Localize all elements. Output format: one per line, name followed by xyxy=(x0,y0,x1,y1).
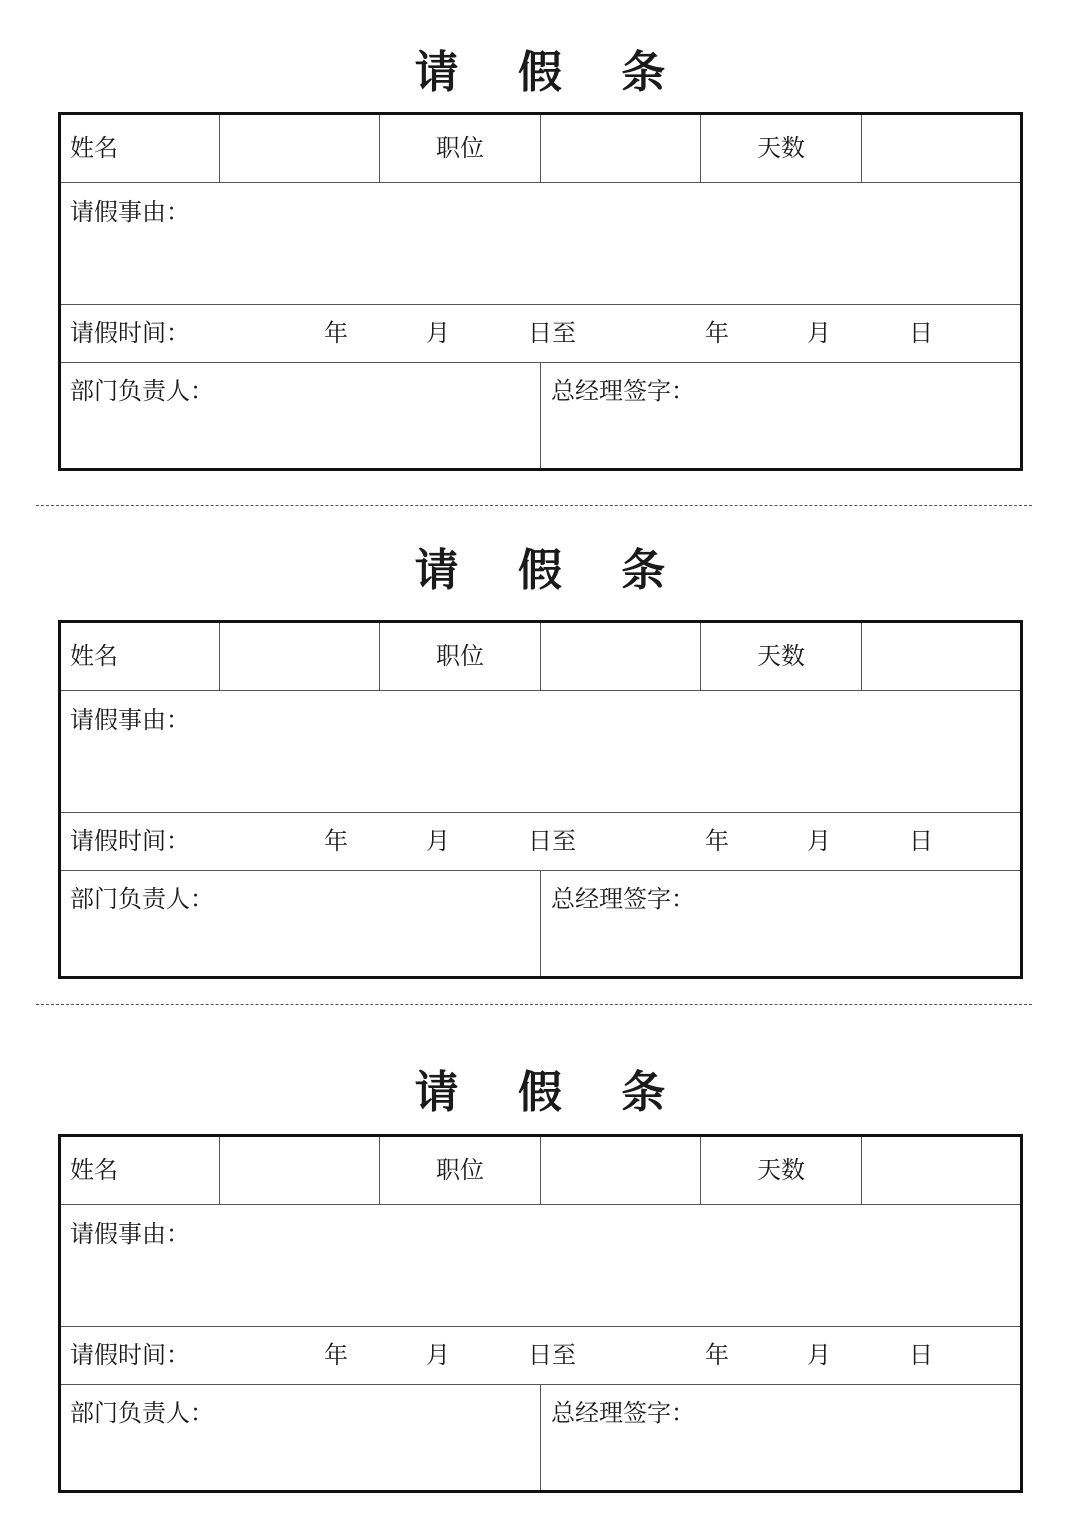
dept-head-signature-field[interactable] xyxy=(61,871,540,976)
reason-field[interactable] xyxy=(61,691,1020,812)
position-field[interactable] xyxy=(541,1137,700,1203)
form-table xyxy=(58,620,1023,979)
start-year-label: 年 xyxy=(324,319,348,347)
position-label: 职位 xyxy=(436,134,484,162)
end-year-label: 年 xyxy=(705,827,729,855)
dept-head-label: 部门负责人： xyxy=(70,1399,214,1427)
end-month-label: 月 xyxy=(807,827,831,855)
name-field[interactable] xyxy=(220,1137,379,1203)
end-day-label: 日 xyxy=(909,319,933,347)
position-label: 职位 xyxy=(436,642,484,670)
end-day-label: 日 xyxy=(909,1341,933,1369)
name-label: 姓名 xyxy=(70,1156,118,1184)
time-label: 请假时间： xyxy=(70,319,190,347)
start-month-label: 月 xyxy=(426,319,450,347)
start-day-to-label: 日至 xyxy=(528,827,576,855)
cut-line xyxy=(36,505,1032,506)
row-divider xyxy=(61,1326,1020,1327)
end-year-label: 年 xyxy=(705,319,729,347)
form-title: 请 假 条 xyxy=(414,545,688,596)
reason-label: 请假事由： xyxy=(70,706,190,734)
name-field[interactable] xyxy=(220,115,379,181)
gm-signature-field[interactable] xyxy=(541,871,1020,976)
row-divider xyxy=(61,304,1020,305)
dept-head-signature-field[interactable] xyxy=(61,363,540,468)
reason-field[interactable] xyxy=(61,183,1020,304)
days-label: 天数 xyxy=(757,642,805,670)
dept-head-label: 部门负责人： xyxy=(70,885,214,913)
days-label: 天数 xyxy=(757,134,805,162)
days-field[interactable] xyxy=(862,1137,1020,1203)
start-month-label: 月 xyxy=(426,1341,450,1369)
days-field[interactable] xyxy=(862,115,1020,181)
end-month-label: 月 xyxy=(807,1341,831,1369)
leave-form-2 xyxy=(0,546,1080,986)
start-month-label: 月 xyxy=(426,827,450,855)
days-label: 天数 xyxy=(757,1156,805,1184)
dept-head-label: 部门负责人： xyxy=(70,377,214,405)
start-year-label: 年 xyxy=(324,827,348,855)
gm-sign-label: 总经理签字： xyxy=(551,377,695,405)
dept-head-signature-field[interactable] xyxy=(61,1385,540,1490)
end-day-label: 日 xyxy=(909,827,933,855)
gm-sign-label: 总经理签字： xyxy=(551,1399,695,1427)
end-month-label: 月 xyxy=(807,319,831,347)
position-field[interactable] xyxy=(541,115,700,181)
row-divider xyxy=(61,812,1020,813)
end-year-label: 年 xyxy=(705,1341,729,1369)
gm-signature-field[interactable] xyxy=(541,363,1020,468)
name-label: 姓名 xyxy=(70,642,118,670)
leave-form-3 xyxy=(0,1068,1080,1508)
reason-field[interactable] xyxy=(61,1205,1020,1326)
reason-label: 请假事由： xyxy=(70,198,190,226)
cut-line xyxy=(36,1004,1032,1005)
name-field[interactable] xyxy=(220,623,379,689)
form-table xyxy=(58,112,1023,471)
position-label: 职位 xyxy=(436,1156,484,1184)
gm-signature-field[interactable] xyxy=(541,1385,1020,1490)
time-label: 请假时间： xyxy=(70,827,190,855)
start-day-to-label: 日至 xyxy=(528,319,576,347)
start-year-label: 年 xyxy=(324,1341,348,1369)
reason-label: 请假事由： xyxy=(70,1220,190,1248)
time-label: 请假时间： xyxy=(70,1341,190,1369)
form-title: 请 假 条 xyxy=(414,1067,688,1118)
name-label: 姓名 xyxy=(70,134,118,162)
position-field[interactable] xyxy=(541,623,700,689)
form-title: 请 假 条 xyxy=(414,47,688,98)
days-field[interactable] xyxy=(862,623,1020,689)
form-table xyxy=(58,1134,1023,1493)
start-day-to-label: 日至 xyxy=(528,1341,576,1369)
leave-form-1 xyxy=(0,48,1080,478)
gm-sign-label: 总经理签字： xyxy=(551,885,695,913)
